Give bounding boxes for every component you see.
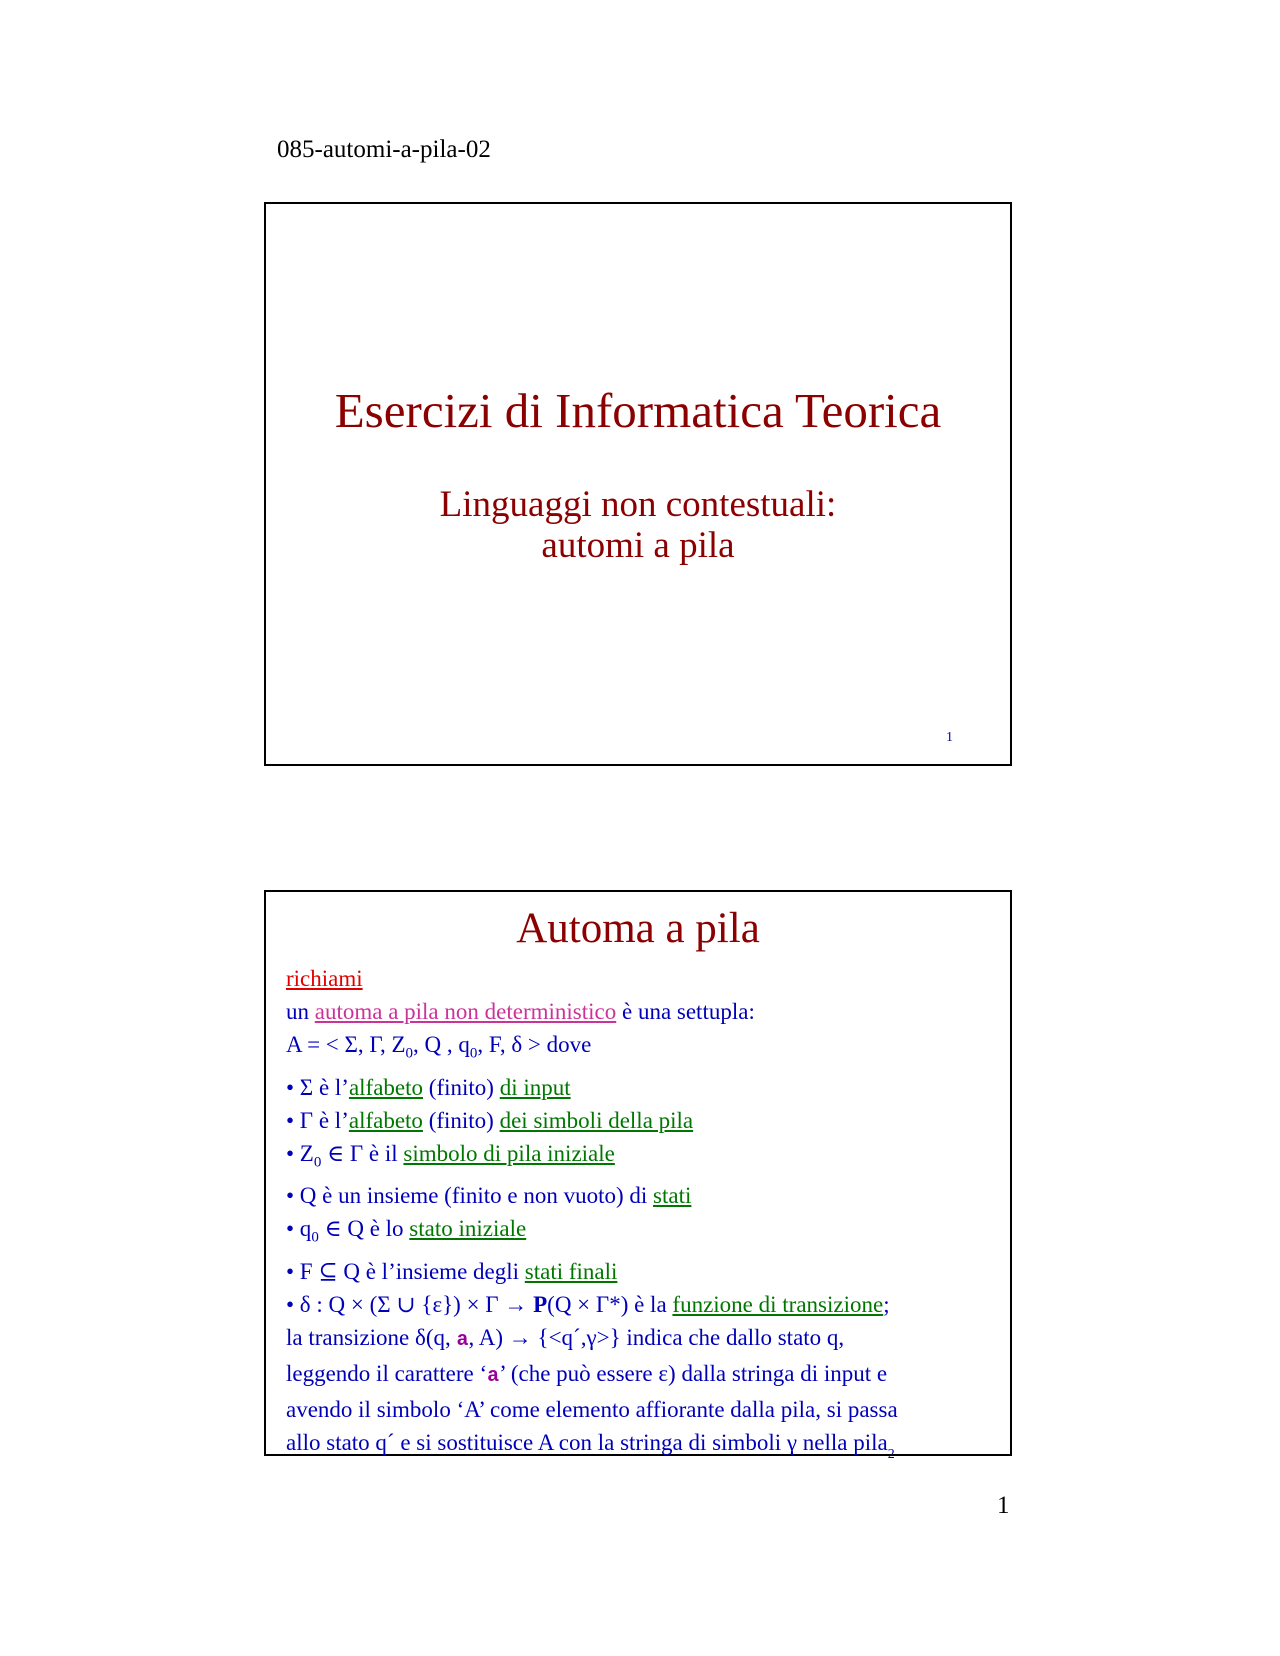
link-richiami[interactable]: richiami xyxy=(286,966,363,991)
term-stato-iniziale[interactable]: stato iniziale xyxy=(409,1216,527,1242)
slide-number: 2 xyxy=(887,1446,895,1462)
text: (finito) xyxy=(422,1107,500,1133)
page-number: 1 xyxy=(997,1492,1010,1519)
term-funzione-transizione[interactable]: funzione di transizione xyxy=(672,1291,884,1317)
term-simbolo-pila-iniziale[interactable]: simbolo di pila iniziale xyxy=(403,1140,615,1166)
term-alfabeto[interactable]: alfabeto xyxy=(348,1074,424,1100)
text: • q xyxy=(286,1216,312,1242)
text: • Γ è l’ xyxy=(286,1107,349,1133)
slide-subtitle xyxy=(266,484,1010,566)
body-line xyxy=(286,1179,996,1212)
text: ’ (che può essere ε) dalla stringa di input e xyxy=(499,1360,888,1386)
body-line xyxy=(286,1288,996,1321)
slide-1 xyxy=(264,202,1012,766)
text: A = < Σ, Γ, Z xyxy=(286,1032,406,1057)
text: • Z xyxy=(286,1140,314,1166)
slide-body xyxy=(286,962,996,1471)
term-stati-finali[interactable]: stati finali xyxy=(524,1258,618,1284)
text: • δ : Q × (Σ ∪ {ε}) × Γ → xyxy=(286,1291,534,1317)
text: , F, δ > dove xyxy=(477,1032,592,1057)
text: leggendo il carattere ‘ xyxy=(286,1360,488,1386)
text: , Q , q xyxy=(413,1032,470,1057)
text: ; xyxy=(883,1291,890,1317)
subtitle-line-2: automi a pila xyxy=(541,525,735,566)
slide-title: Automa a pila xyxy=(516,905,760,952)
subtitle-line-1: Linguaggi non contestuali: xyxy=(439,484,837,525)
body-line xyxy=(286,1212,996,1255)
term-alfabeto[interactable]: alfabeto xyxy=(348,1107,423,1133)
subscript: 0 xyxy=(405,1045,414,1062)
text: • Σ è l’ xyxy=(286,1074,349,1100)
code-char: a xyxy=(456,1328,469,1352)
text: • Q è un insieme (finito e non vuoto) di xyxy=(286,1183,654,1209)
text: un xyxy=(286,999,315,1024)
powerset-symbol: P xyxy=(533,1291,548,1317)
slide-number: 1 xyxy=(946,730,953,745)
text: (finito) xyxy=(423,1074,500,1100)
body-line xyxy=(286,962,996,995)
term-simboli-pila[interactable]: dei simboli della pila xyxy=(499,1107,694,1133)
body-line xyxy=(286,1104,996,1137)
subscript: 0 xyxy=(313,1154,322,1171)
document-filename: 085-automi-a-pila-02 xyxy=(277,136,491,163)
body-line xyxy=(286,1028,996,1071)
term-di-input[interactable]: di input xyxy=(499,1074,571,1100)
text: • F ⊆ Q è l’insieme degli xyxy=(286,1258,525,1284)
subscript: 0 xyxy=(469,1045,478,1062)
body-line xyxy=(286,995,996,1028)
body-line xyxy=(286,1426,996,1471)
text: (Q × Γ*) è la xyxy=(547,1291,673,1317)
text: allo stato q´ e si sostituisce A con la stringa di simboli γ nella pila xyxy=(286,1429,888,1455)
body-line xyxy=(286,1137,996,1180)
subscript: 0 xyxy=(311,1229,319,1246)
body-line xyxy=(286,1357,996,1393)
text: , A) → {<q´,γ>} indica che dallo stato q, xyxy=(468,1324,845,1350)
body-line xyxy=(286,1321,996,1357)
text: è una settupla: xyxy=(616,999,755,1024)
slide-2 xyxy=(264,890,1012,1462)
code-char: a xyxy=(487,1364,500,1388)
term-automa-a-pila[interactable]: automa a pila non deterministico xyxy=(314,999,617,1024)
slide-title: Esercizi di Informatica Teorica xyxy=(334,383,942,438)
term-stati[interactable]: stati xyxy=(653,1183,692,1209)
body-line: avendo il simbolo ‘A’ come elemento affiorante dalla pila, si passa xyxy=(286,1396,898,1422)
body-line xyxy=(286,1255,996,1288)
text: la transizione δ(q, xyxy=(286,1324,457,1350)
body-line xyxy=(286,1071,996,1104)
text: ∈ Q è lo xyxy=(318,1216,410,1242)
text: ∈ Γ è il xyxy=(321,1140,404,1166)
